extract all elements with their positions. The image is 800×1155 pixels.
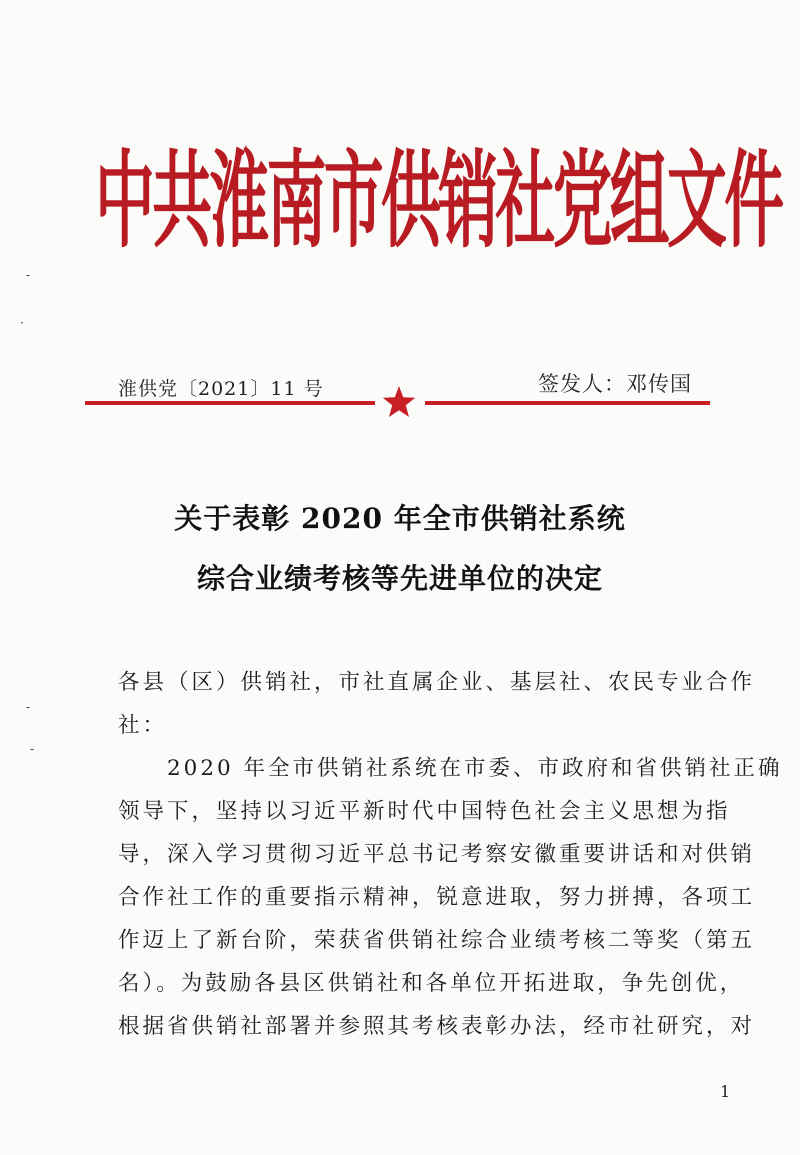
- margin-mark: -: [26, 700, 31, 714]
- red-divider-right: [425, 401, 710, 405]
- body-line: 社：: [118, 713, 168, 738]
- margin-mark: ·: [20, 316, 24, 330]
- masthead: [95, 140, 782, 264]
- margin-mark: -: [26, 268, 31, 282]
- body-line: 根据省供销社部署并参照其考核表彰办法，经市社研究，对: [118, 1014, 756, 1039]
- document-title-line-1: 关于表彰 2020 年全市供销社系统: [174, 502, 626, 535]
- masthead-title: 中共淮南市供销社党组文件: [95, 140, 782, 264]
- body-line: 2020 年全市供销社系统在市委、市政府和省供销社正确: [118, 756, 783, 781]
- body-line: 导，深入学习贯彻习近平总书记考察安徽重要讲话和对供销: [118, 842, 756, 867]
- red-star-icon: [381, 384, 417, 420]
- body-line: 领导下，坚持以习近平新时代中国特色社会主义思想为指: [118, 799, 731, 824]
- body-line: 各县（区）供销社，市社直属企业、基层社、农民专业合作: [118, 670, 756, 695]
- signer-label: 签发人：: [538, 372, 626, 396]
- margin-mark: -: [30, 742, 35, 756]
- signer: [538, 368, 692, 398]
- page-number: 1: [720, 1082, 731, 1101]
- body-line: 合作社工作的重要指示精神，锐意进取，努力拼搏，各项工: [118, 885, 756, 910]
- document-number: 淮供党〔2021〕11 号: [118, 378, 324, 400]
- body-line: 作迈上了新台阶，荣获省供销社综合业绩考核二等奖（第五: [118, 928, 756, 953]
- signer-name: 邓传国: [626, 372, 692, 396]
- document-title-line-2: 综合业绩考核等先进单位的决定: [196, 562, 603, 595]
- body-line: 名）。为鼓励各县区供销社和各单位开拓进取，争先创优，: [118, 971, 745, 996]
- red-divider-left: [85, 401, 375, 405]
